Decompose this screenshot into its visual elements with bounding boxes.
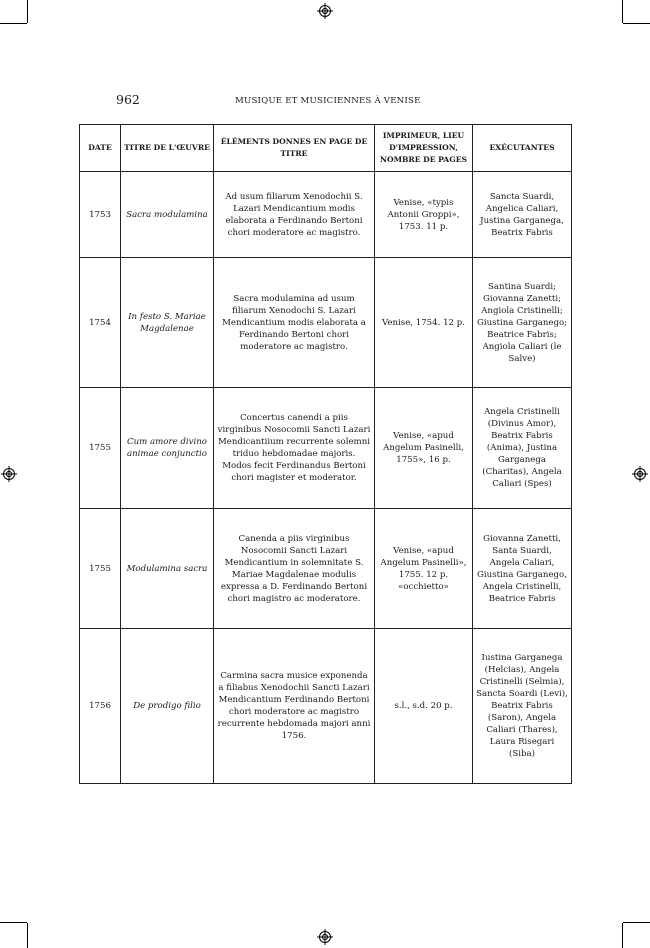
cell-performers: Giovanna Zanetti, Santa Suardi, Angela Caliari, Giustina Garganego, Angela Cristinelli, Beatrice Fabris: [473, 509, 572, 629]
table-row: [80, 172, 572, 258]
cell-title: De prodigo filio: [121, 629, 214, 784]
registration-mark-icon: [317, 3, 333, 19]
crop-mark: [27, 0, 28, 23]
crop-mark: [623, 922, 650, 923]
cell-performers: Iustina Garganega (Helcias), Angela Cristinelli (Selmia), Sancta Soardi (Levi), Beatrix Fabris (Saron), Angela Caliari (Thares), Laura Risegari (Siba): [473, 629, 572, 784]
crop-mark: [0, 922, 27, 923]
cell-title: Sacra modulamina: [121, 172, 214, 258]
column-header-date: DATE: [80, 125, 121, 172]
table-header-row: [80, 125, 572, 172]
column-header-performers: EXÉCUTANTES: [473, 125, 572, 172]
registration-mark-icon: [1, 466, 17, 482]
table-row: [80, 258, 572, 388]
table-row: [80, 388, 572, 509]
crop-mark: [622, 0, 623, 23]
cell-performers: Santina Suardi; Giovanna Zanetti; Angiola Cristinelli; Giustina Garganego; Beatrice Fabris; Angiola Caliari (le Salve): [473, 258, 572, 388]
column-header-printer: IMPRIMEUR, LIEU D'IMPRESSION, NOMBRE DE PAGES: [375, 125, 473, 172]
cell-printer: Venise, «apud Angelum Pasinelli», 1755. 12 p. «occhietto»: [375, 509, 473, 629]
column-header-elements: ÉLÉMENTS DONNES EN PAGE DE TITRE: [214, 125, 375, 172]
cell-date: 1753: [80, 172, 121, 258]
editions-table: [79, 124, 572, 784]
running-title: MUSIQUE ET MUSICIENNES À VENISE: [235, 96, 421, 106]
crop-mark: [623, 23, 650, 24]
cell-elements: Concertus canendi a piis virginibus Nosocomii Sancti Lazari Mendicantiium recurrente solemni triduo hebdomadae majoris. Modos fecit Ferdinandus Bertoni chori magister et moderator.: [214, 388, 375, 509]
table-row: [80, 629, 572, 784]
cell-elements: Carmina sacra musice exponenda a filiabus Xenodochii Sancti Lazari Mendicantium Ferdinando Bertoni chori moderatore ac magistro recurrente hebdomada majori anni 1756.: [214, 629, 375, 784]
crop-mark: [622, 923, 623, 948]
cell-printer: Venise, «typis Antonii Groppi», 1753. 11 p.: [375, 172, 473, 258]
cell-title: In festo S. Mariae Magdalenae: [121, 258, 214, 388]
column-header-title: TITRE DE L'ŒUVRE: [121, 125, 214, 172]
cell-title: Modulamina sacra: [121, 509, 214, 629]
crop-mark: [0, 23, 27, 24]
cell-date: 1754: [80, 258, 121, 388]
cell-printer: Venise, 1754. 12 p.: [375, 258, 473, 388]
cell-title: Cum amore divino animae conjunctio: [121, 388, 214, 509]
cell-elements: Sacra modulamina ad usum filiarum Xenodochi S. Lazari Mendicantium modis elaborata a Ferdinando Bertoni chori moderatore ac magistro.: [214, 258, 375, 388]
cell-elements: Canenda a piis virginibus Nosocomii Sancti Lazari Mendicantium in solemnitate S. Mariae Magdalenae modulis expressa a D. Ferdinando Bertoni chori magistro ac moderatore.: [214, 509, 375, 629]
cell-date: 1755: [80, 509, 121, 629]
table-row: [80, 509, 572, 629]
cell-date: 1755: [80, 388, 121, 509]
cell-performers: Angela Cristinelli (Divinus Amor), Beatrix Fabris (Anima), Justina Garganega (Charitas), Angela Caliari (Spes): [473, 388, 572, 509]
page-number: 962: [116, 92, 140, 107]
cell-printer: Venise, «apud Angelum Pasinelli, 1755», 16 p.: [375, 388, 473, 509]
cell-printer: s.l., s.d. 20 p.: [375, 629, 473, 784]
cell-performers: Sancta Suardi, Angelica Caliari, Justina Garganega, Beatrix Fabris: [473, 172, 572, 258]
crop-mark: [27, 923, 28, 948]
registration-mark-icon: [317, 929, 333, 945]
cell-elements: Ad usum filiarum Xenodochii S. Lazari Mendicantium modis elaborata a Ferdinando Bertoni chori moderatore ac magistro.: [214, 172, 375, 258]
registration-mark-icon: [632, 466, 648, 482]
cell-date: 1756: [80, 629, 121, 784]
